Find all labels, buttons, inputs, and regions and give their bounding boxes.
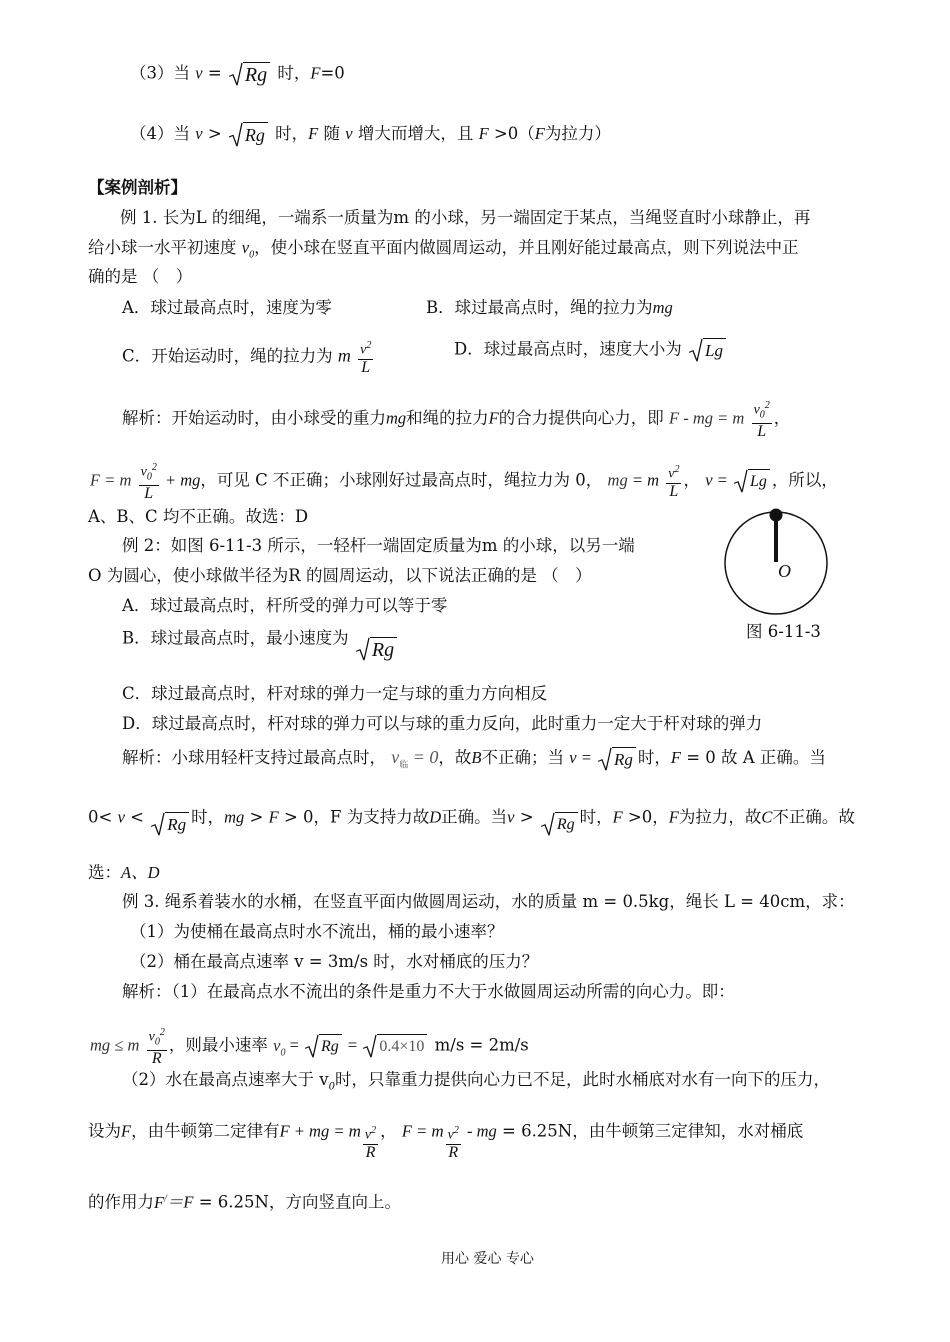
ex1-solution-1: 解析：开始运动时，由小球受的重力mg和绳的拉力F的合力提供向心力，即 F - mg = m $\frac{v_0^2}{L}$ ， (122, 400, 791, 441)
fraction: $\frac{v^2}{R}$ (447, 1125, 459, 1161)
text: >0（ (488, 124, 535, 143)
text: 为拉力） (544, 124, 611, 143)
figure-circle-diagram (720, 505, 832, 617)
ex2-option-c: C．球过最高点时，杆对球的弹力一定与球的重力方向相反 (122, 684, 548, 703)
ex3-solution-4: 设为F，由牛顿第二定律有F + mg = m $\frac{v^2}{R}$ ， F = m $\frac{v^2}{R}$ - mg = 6.25N，由牛顿第三定律知，水对桶底 (88, 1121, 804, 1161)
ex2-option-a: A．球过最高点时，杆所受的弹力可以等于零 (122, 596, 448, 615)
ex1-option-c: C．开始运动时，绳的拉力为 m $\frac{v^2}{L}$ (122, 340, 372, 376)
var-F: F (534, 124, 545, 143)
text: 时， (277, 63, 311, 83)
text: ，使小球在竖直平面内做圆周运动，并且刚好能过最高点，则下列说法中正 (254, 238, 799, 257)
fraction: $\frac{v^2}{L}$ (360, 340, 372, 376)
text: 增大而增大，且 (357, 124, 474, 143)
ex1-solution-2: F = m $\frac{v_0^2}{L}$ + mg，可见 C 不正确；小球刚好过最高点时，绳拉力为 0， mg = m $\frac{v^2}{L}$ ， v = Lg ，所以， (90, 462, 838, 503)
ex1-line-3: 确的是 （ ） (88, 267, 193, 286)
section-heading: 【案例剖析】 (88, 178, 187, 197)
ex2-solution-2: 0< v < Rg 时，mg > F > 0，F 为支持力故D正确。当v > Rg 时，F >0，F为拉力，故C不正确。故 (88, 807, 855, 834)
sqrt-Lg: Lg (689, 338, 726, 362)
text: （4）当 (130, 124, 190, 143)
fraction: $\frac{v_0^2}{R}$ (148, 1027, 165, 1068)
ex3-solution-5: 的作用力F/＝F = 6.25N，方向竖直向上。 (88, 1192, 401, 1212)
sqrt-Rg: Rg (305, 1034, 342, 1058)
sqrt-Rg: Rg (151, 812, 189, 836)
sqrt-Rg: Rg (229, 122, 268, 147)
sqrt-Rg: Rg (541, 812, 578, 836)
figure-caption: 图 6-11-3 (746, 622, 821, 641)
ex1-line-1: 例 1. 长为L 的细绳，一端系一质量为m 的小球，另一端固定于某点，当绳竖直时小球静止，再 (120, 208, 811, 227)
ex3-question-2: （2）桶在最高点速率 v = 3m/s 时，水对桶底的压力？ (130, 952, 539, 971)
ex3-solution-3: （2）水在最高点速率大于 $v_0$时，只靠重力提供向心力已不足，此时水桶底对水有一向下的压力， (122, 1070, 830, 1093)
var-v: v (195, 63, 203, 83)
sqrt-Lg: Lg (734, 469, 770, 493)
ex1-option-a: A．球过最高点时，速度为零 (122, 298, 332, 317)
ex2-line-1: 例 2：如图 6-11-3 所示，一轻杆一端固定质量为m 的小球，以另一端 (122, 536, 635, 555)
ex3-solution-2: mg ≤ m $\frac{v_0^2}{R}$ ，则最小速率 $v_0$ = Rg = 0.4×10 m/s = 2m/s (90, 1027, 529, 1068)
sqrt-Rg: Rg (356, 637, 397, 661)
ex3-solution-1: 解析：（1）在最高点水不流出的条件是重力不大于水做圆周运动所需的向心力。即： (122, 982, 735, 1001)
fraction: $\frac{v^2}{L}$ (668, 464, 680, 501)
var-F: F (308, 124, 319, 143)
text: =0 (320, 63, 345, 83)
fraction: $\frac{v_0^2}{L}$ (140, 462, 157, 503)
var-v: v (195, 124, 203, 143)
ex1-option-d: D．球过最高点时，速度大小为 Lg (454, 338, 728, 362)
var-v0: $v_0$ (241, 238, 255, 261)
ex2-line-2: O 为圆心，使小球做半径为R 的圆周运动，以下说法正确的是 （ ） (88, 566, 592, 585)
ex1-option-b: B．球过最高点时，绳的拉力为mg (426, 298, 673, 317)
fraction: $\frac{v^2}{R}$ (364, 1125, 377, 1161)
var-F: F (478, 124, 489, 143)
ex2-option-b: B．球过最高点时，最小速度为 Rg (122, 627, 399, 651)
page-footer: 用心 爱心 专心 (441, 1251, 534, 1267)
ex3-line-1: 例 3. 绳系着装水的水桶，在竖直平面内做圆周运动，水的质量 m = 0.5kg，绳长 L = 40cm，求： (122, 892, 855, 911)
ex3-question-1: （1）为使桶在最高点时水不流出，桶的最小速率？ (130, 922, 504, 941)
case-4-line (130, 122, 611, 147)
text: 随 (323, 124, 340, 143)
var-F: F (310, 63, 321, 83)
sqrt-Rg: Rg (598, 747, 636, 771)
case-3-line (130, 62, 345, 86)
figure-label-O: O (778, 561, 791, 581)
text: = (202, 63, 227, 83)
sqrt-Rg: Rg (229, 62, 270, 86)
ex1-line-2 (88, 237, 799, 266)
sqrt-expression: 0.4×10 (363, 1034, 427, 1058)
text: > (202, 124, 227, 143)
ex2-solution-1: 解析：小球用轻杆支持过最高点时， $v_临 = 0$，故B不正确；当 v = Rg 时，F = 0 故 A 正确。当 (122, 747, 826, 770)
fraction: $\frac{v_0^2}{L}$ (753, 400, 770, 441)
ex2-option-d: D．球过最高点时，杆对球的弹力可以与球的重力反向，此时重力一定大于杆对球的弹力 (122, 714, 763, 733)
text: （3）当 (130, 63, 190, 83)
ex2-solution-3: 选：A、D (88, 863, 160, 882)
text: 给小球一水平初速度 (88, 238, 237, 257)
ex1-solution-3: A、B、C 均不正确。故选：D (88, 507, 309, 526)
text: 时， (275, 124, 309, 143)
var-v: v (345, 124, 353, 143)
